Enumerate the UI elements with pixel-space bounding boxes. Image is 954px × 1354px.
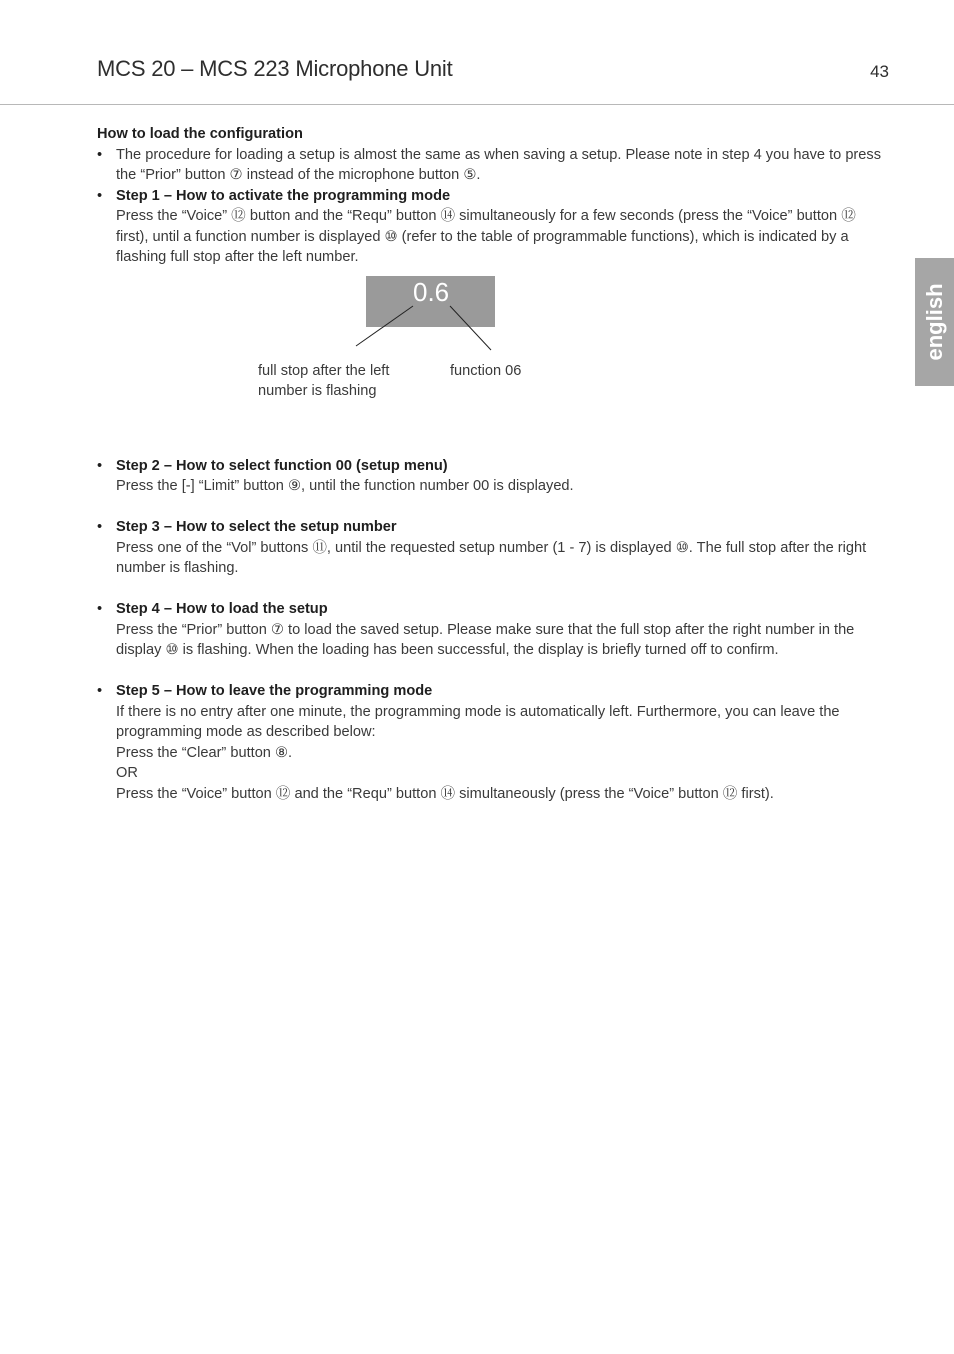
intro-text: • The procedure for loading a setup is almost the same as when saving a setup. Please note in step 4 you have to press the “Prior” button ⑦ instead of the microphone button ⑤. [116,146,882,183]
page-number: 43 [870,62,889,81]
caption-full-stop: full stop after the left number is flashing [258,362,390,399]
step-5-line-1: If there is no entry after one minute, the programming mode is automatically left. Furthermore, you can leave the programming mode as described below: [116,703,840,740]
document-title: MCS 20 – MCS 223 Microphone Unit [97,56,453,81]
main-content [97,124,887,804]
callout-line-right [450,306,491,350]
caption-function: function 06 [450,362,522,379]
language-tab [915,258,954,386]
language-tab-label: english [921,283,947,361]
step-3 [97,517,887,579]
display-diagram [97,268,887,456]
step-3-title: • Step 3 – How to select the setup number [116,519,397,535]
step-4-body: Press the “Prior” button ⑦ to load the saved setup. Please make sure that the full stop after the right number in the display ⑩ is flashing. When the loading has been successful, the display is briefly turned off to confirm. [116,621,855,658]
spacer [97,661,887,682]
header-divider [0,104,954,105]
step-4 [97,599,887,661]
step-5-line-2: Press the “Clear” button ⑧. [116,744,293,761]
spacer [97,579,887,600]
callout-line-left [356,306,413,346]
step-4-title: • Step 4 – How to load the setup [116,601,328,617]
step-5 [97,681,887,804]
step-5-line-4: Press the “Voice” button ⑫ and the “Requ” button ⑭ simultaneously (press the “Voice” button ⑫ first). [116,785,774,802]
step-2-body: Press the [-] “Limit” button ⑨, until the function number 00 is displayed. [116,478,574,494]
step-5-line-3: OR [116,765,138,781]
step-2 [97,456,887,497]
intro-bullet [97,145,887,186]
step-5-title: • Step 5 – How to leave the programming mode [116,683,433,699]
step-2-title: • Step 2 – How to select function 00 (setup menu) [116,457,448,474]
spacer [97,497,887,518]
step-1 [97,186,887,268]
display-value: 0.6 [413,276,450,307]
step-3-body: Press one of the “Vol” buttons ⑪, until the requested setup number (1 - 7) is displayed ⑩. The full stop after the right number is flashing. [116,539,867,576]
section-heading: How to load the configuration [97,126,303,142]
step-1-title: • Step 1 – How to activate the programming mode [116,187,451,204]
step-1-body: Press the “Voice” ⑫ button and the “Requ” button ⑭ simultaneously for a few seconds (press the “Voice” button ⑫ first), until a function number is displayed ⑩ (refer to the table of programmable functions), which is indicated by a flashing full stop after the left number. [116,208,856,265]
